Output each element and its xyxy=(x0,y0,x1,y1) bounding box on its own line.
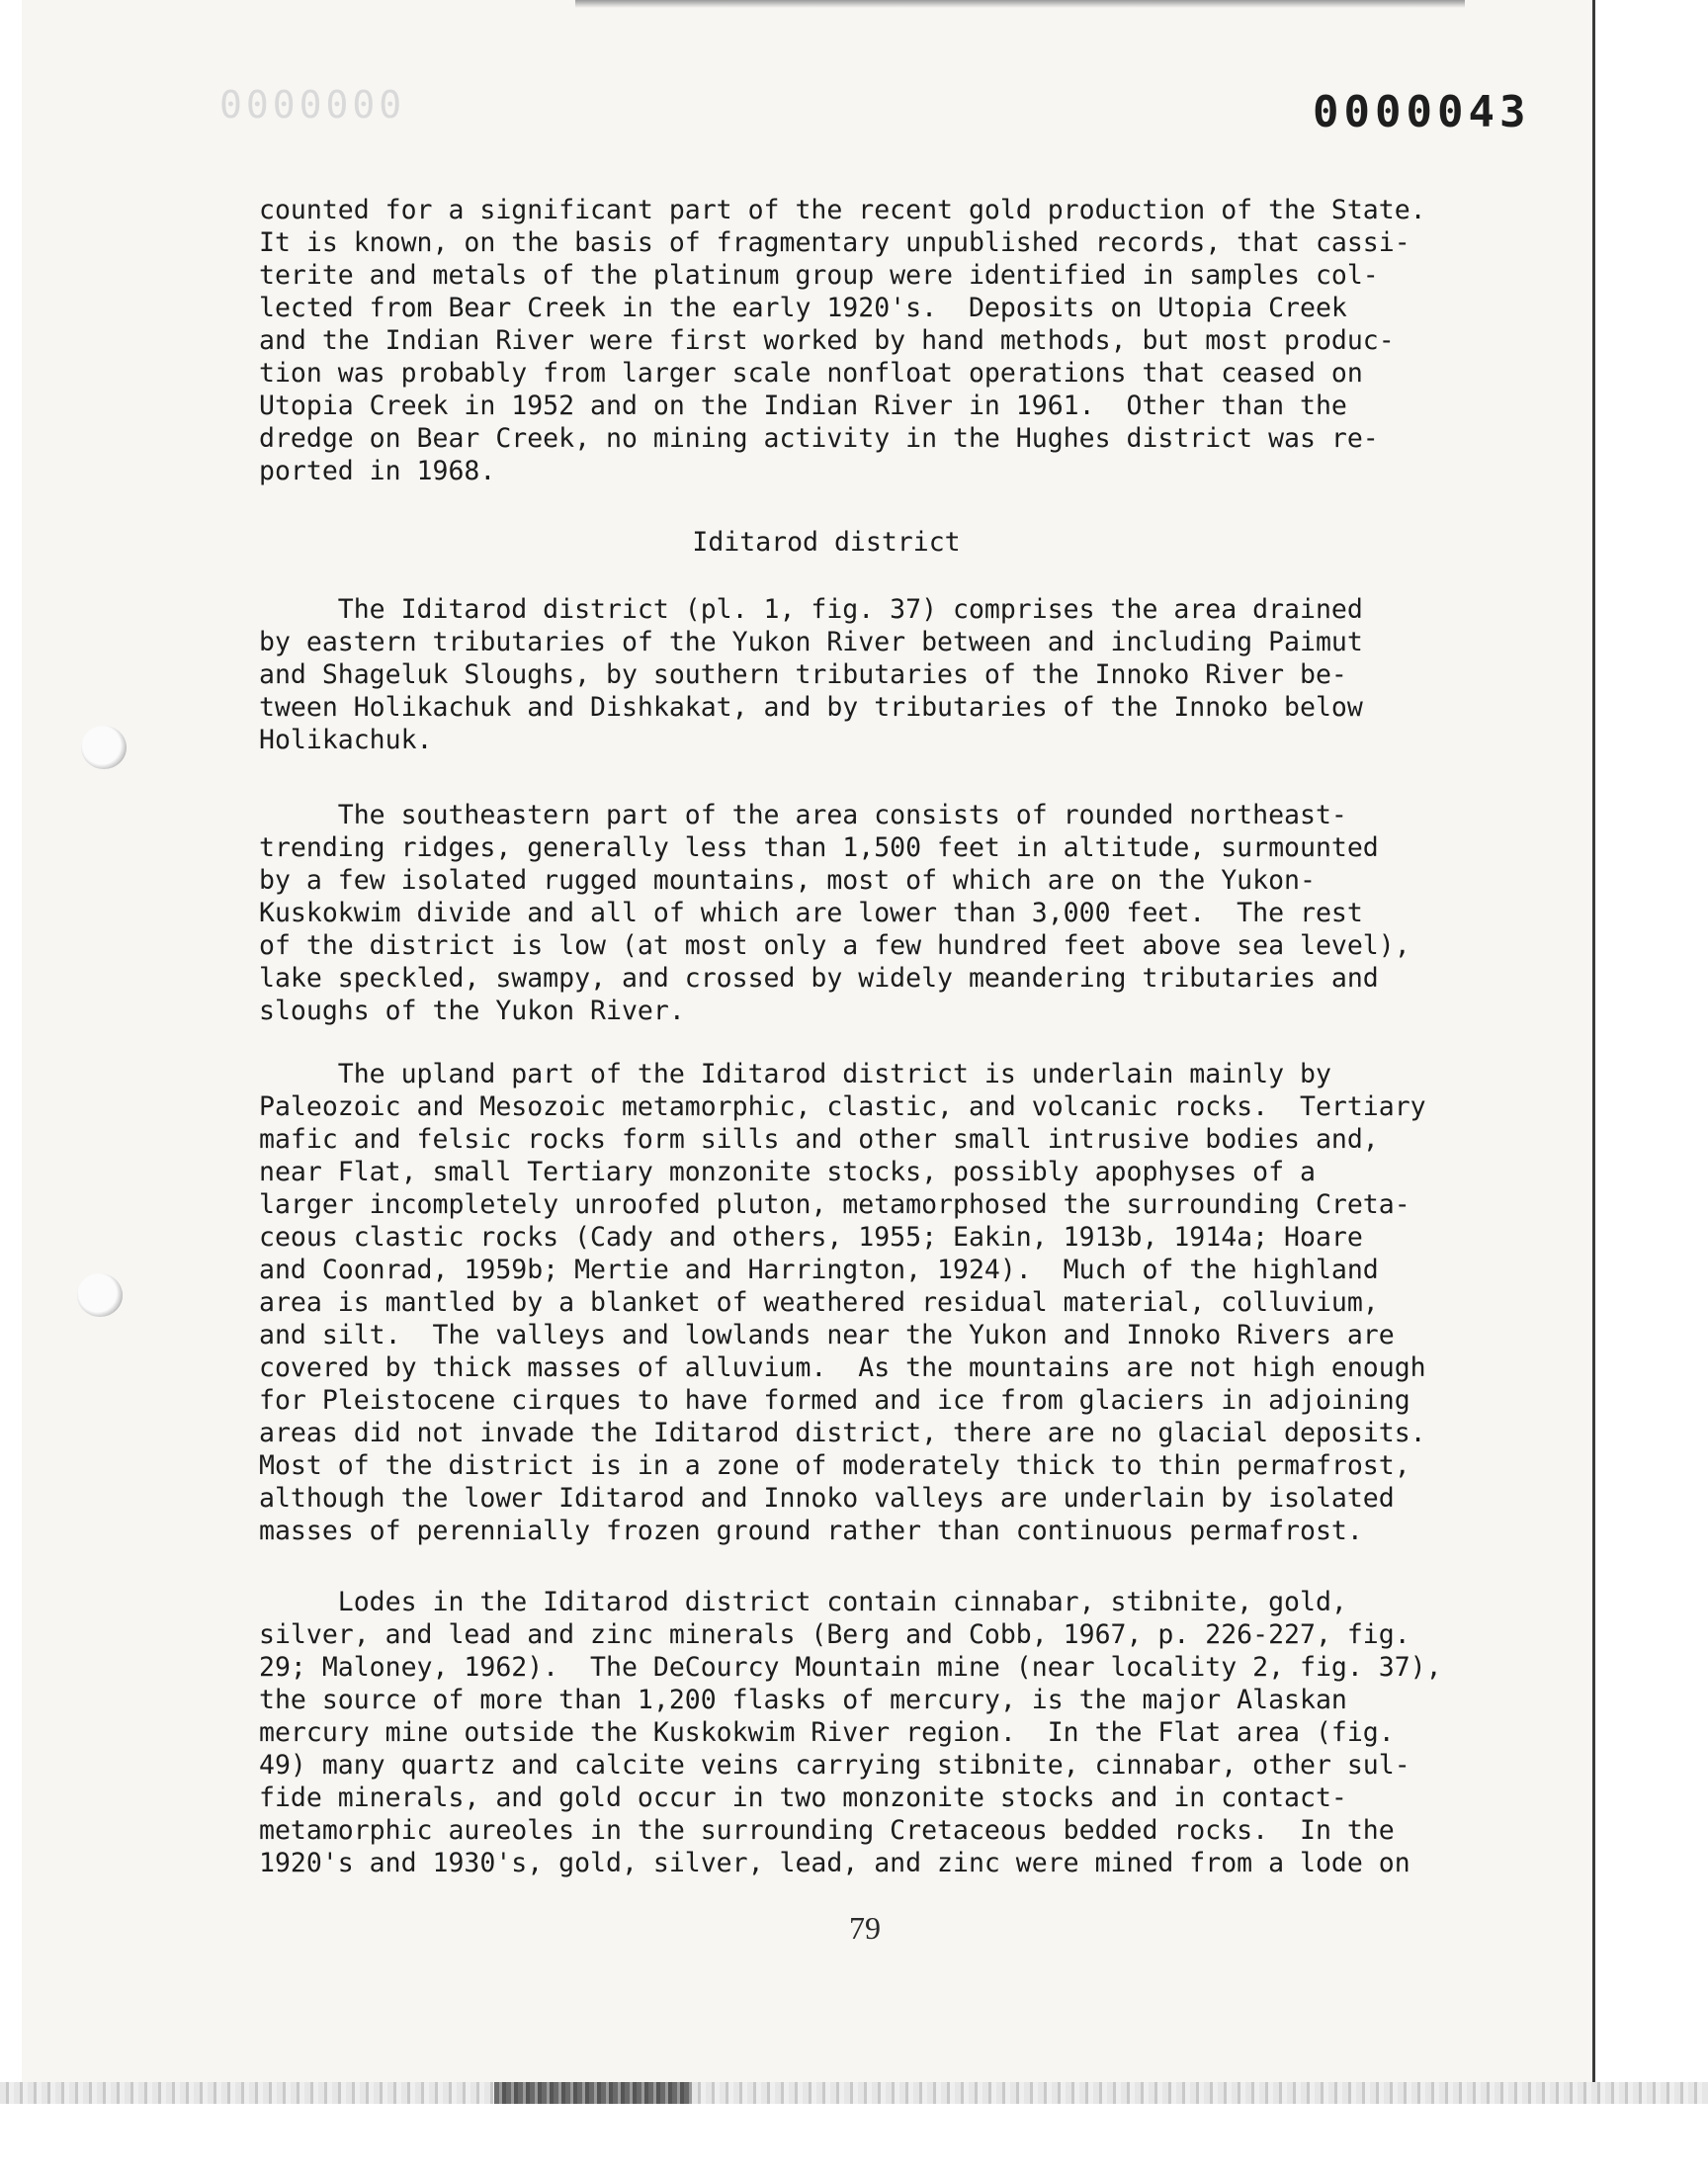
punch-hole-top xyxy=(81,726,127,769)
document-number: 0000043 xyxy=(1313,87,1531,137)
section-heading: Iditarod district xyxy=(692,527,961,558)
ghost-document-number: 0000000 xyxy=(219,83,406,127)
scanner-edge-dark-band xyxy=(494,2082,692,2104)
scan-shadow xyxy=(575,0,1465,8)
paragraph-3: The southeastern part of the area consists of rounded northeast- trending ridges, generally less than 1,500 feet in altitude, surmounted by a few isolated rugged mountains, most of which are on the Yukon- Kuskokwim divide and all of which are lower than 3,000 feet. The rest of the district is low (at most only a few hundred feet above sea level), lake speckled, swampy, and crossed by widely meandering tributaries and sloughs of the Yukon River. xyxy=(259,800,1410,1026)
page-number: 79 xyxy=(849,1910,881,1946)
paragraph-4: The upland part of the Iditarod district is underlain mainly by Paleozoic and Mesozoic metamorphic, clastic, and volcanic rocks. Tertiary mafic and felsic rocks form sills and other small intrusive bodies and, near Flat, small Tertiary monzonite stocks, possibly apophyses of a larger incompletely unroofed pluton, metamorphosed the surrounding Creta- ceous clastic rocks (Cady and others, 1955; Eakin, 1913b, 1914a; Hoare and Coonrad, 1959b; Mertie and Harrington, 1924). Much of the highland area is mantled by a blanket of weathered residual material, colluvium, and silt. The valleys and lowlands near the Yukon and Innoko Rivers are covered by thick masses of alluvium. As the mountains are not high enough for Pleistocene cirques to have formed and ice from glaciers in adjoining areas did not invade the Iditarod district, there are no glacial deposits. Most of the district is in a zone of moderately thick to thin permafrost, although the lower Iditarod and Innoko valleys are underlain by isolated masses of perennially frozen ground rather than continuous permafrost. xyxy=(259,1059,1426,1546)
paragraph-2: The Iditarod district (pl. 1, fig. 37) comprises the area drained by eastern tributaries of the Yukon River between and including Paimut and Shageluk Sloughs, by southern tributaries of the Innoko River be- tween Holikachuk and Dishkakat, and by tributaries of the Innoko below Holikachuk. xyxy=(259,594,1363,755)
punch-hole-bottom xyxy=(77,1273,123,1317)
paragraph-5: Lodes in the Iditarod district contain cinnabar, stibnite, gold, silver, and lead and zinc minerals (Berg and Cobb, 1967, p. 226-227, fig. 29; Maloney, 1962). The DeCourcy Mountain mine (near locality 2, fig. 37), the source of more than 1,200 flasks of mercury, is the major Alaskan mercury mine outside the Kuskokwim River region. In the Flat area (fig. 49) many quartz and calcite veins carrying stibnite, cinnabar, other sul- fide minerals, and gold occur in two monzonite stocks and in contact- metamorphic aureoles in the surrounding Cretaceous bedded rocks. In the 1920's and 1930's, gold, silver, lead, and zinc were mined from a lode on xyxy=(259,1587,1442,1878)
paragraph-1: counted for a significant part of the recent gold production of the State. It is known, on the basis of fragmentary unpublished records, that cassi- terite and metals of the platinum group were identified in samples col- lected from Bear Creek in the early 1920's. Deposits on Utopia Creek and the Indian River were first worked by hand methods, but most produc- tion was probably from larger scale nonfloat operations that ceased on Utopia Creek in 1952 and on the Indian River in 1961. Other than the dredge on Bear Creek, no mining activity in the Hughes district was re- ported in 1968. xyxy=(259,195,1426,486)
scanner-edge-strip xyxy=(0,2082,1708,2104)
